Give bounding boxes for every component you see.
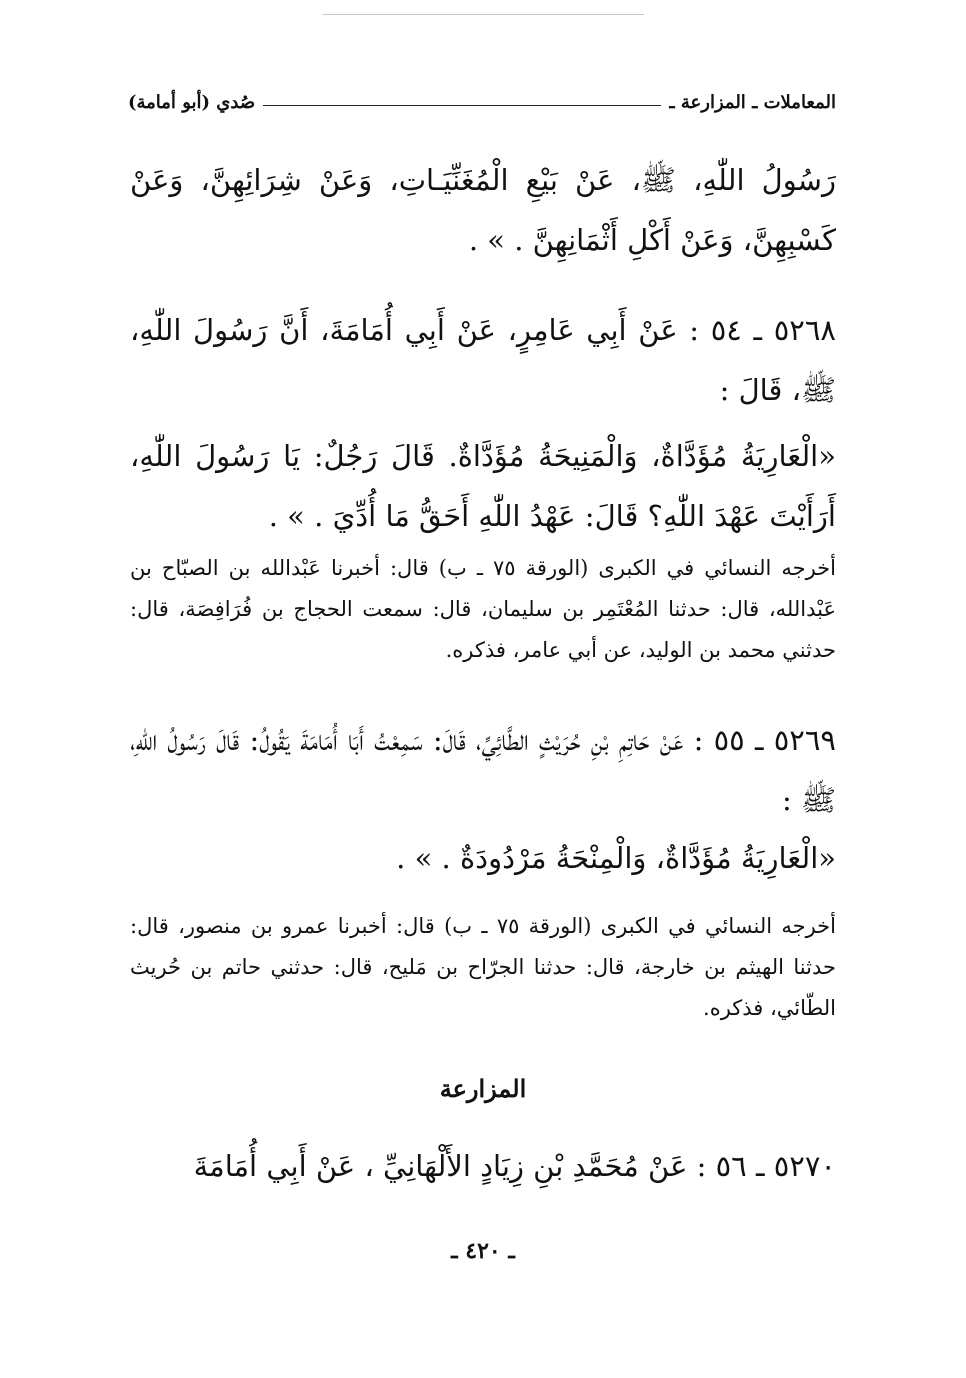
- takhrij-5269: [130, 906, 836, 1029]
- header-chapter: المعاملات ـ المزارعة ـ: [669, 91, 836, 113]
- section-title: المزارعة: [439, 1074, 527, 1103]
- hadith-text: «الْعَارِيَةُ مُؤَدَّاةٌ، وَالْمِنْحَةُ مَرْدُودَةٌ . » .: [396, 841, 836, 875]
- hadith-text: ٥٢٦٨ ـ ٥٤ : عَنْ أَبِي عَامِرٍ، عَنْ أَبِي أُمَامَةَ، أَنَّ رَسُولَ اللّٰهِ، ﷺ، قَالَ :: [130, 313, 836, 407]
- page-number: ـ ٤٢٠ ـ: [451, 1238, 515, 1264]
- takhrij-5268: [130, 548, 836, 671]
- hadith-text: رَسُولُ اللّٰهِ، ﷺ، عَنْ بَيْعِ الْمُغَنِّيَـاتِ، وَعَنْ شِرَائِهِنَّ، وَعَنْ كَسْبِهِنَّ، وَعَنْ أَكْلِ أَثْمَانِهِنَّ . » .: [130, 163, 836, 257]
- hadith-text: «الْعَارِيَةُ مُؤَدَّاةٌ، وَالْمَنِيحَةُ مُؤَدَّاةٌ. قَالَ رَجُلٌ: يَا رَسُولَ اللّٰهِ، أَرَأَيْتَ عَهْدَ اللّٰهِ؟ قَالَ: عَهْدُ اللّٰهِ أَحَقُّ مَا أُدِّيَ . » .: [130, 439, 836, 533]
- header-rule: [263, 105, 661, 106]
- running-header: [128, 88, 836, 116]
- takhrij-text: أخرجه النسائي في الكبرى (الورقة ٧٥ ـ ب) قال: أخبرنا عَبْدالله بن الصبّاح بن عَبْدالله، قال: حدثنا المُعْتَمِر بن سليمان، قال: سمعت الحجاج بن فُرَافِصَة، قال: حدثني محمد بن الوليد، عن أبي عامر، فذكره.: [130, 556, 837, 662]
- takhrij-text: أخرجه النسائي في الكبرى (الورقة ٧٥ ـ ب) قال: أخبرنا عمرو بن منصور، قال: حدثنا الهيثم بن خارجة، قال: حدثنا الجرّاح بن مَليح، قال: حدثني حاتم بن حُريث الطّائي، فذكره.: [130, 914, 836, 1020]
- hadith-5270: [130, 1136, 836, 1196]
- hadith-5269: [130, 710, 836, 830]
- hadith-5269-matn: [130, 828, 836, 888]
- hadith-continuation: [130, 150, 836, 270]
- scan-top-edge: [322, 14, 644, 15]
- hadith-5268-matn: [130, 426, 836, 546]
- hadith-text: ٥٢٧٠ ـ ٥٦ : عَنْ مُحَمَّدِ بْنِ زِيَادٍ الأَلْهَانِيِّ ، عَنْ أَبِي أُمَامَةَ: [193, 1149, 836, 1183]
- hadith-5268: [130, 300, 836, 420]
- hadith-text: ٥٢٦٩ ـ ٥٥ : عَنْ حَاتِمِ بْنِ حُرَيْثٍ الطَّائِيِّ، قَالَ: سَمِعْتُ أَبَا أُمَامَةَ يَقُولُ: قَالَ رَسُولُ اللّٰهِ، ﷺ :: [130, 723, 837, 817]
- header-narrator: صُدي (أبو أمامة): [128, 91, 256, 113]
